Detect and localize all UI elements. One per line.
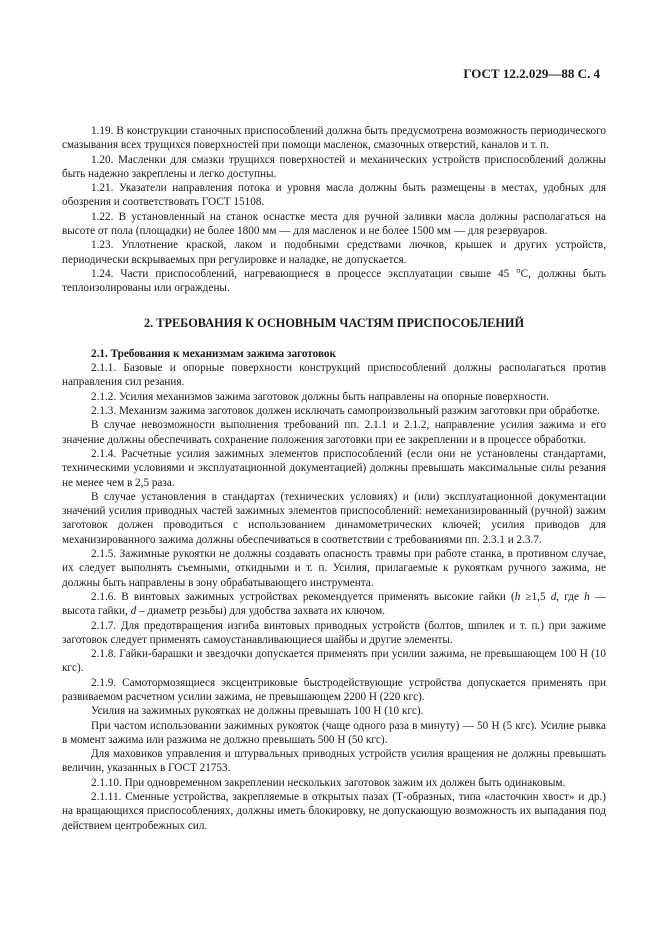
text-fragment: – диаметр резьбы) для удобства захвата их ключом. [136,605,386,618]
paragraph-2-1-11: 2.1.11. Сменные устройства, закрепляемые в открытых пазах (Т-образных, типа «ласточкин хвост» и др.) на вращающихся приспособлениях, должны иметь блокировку, не допускающую возможность их выпадания под действием центробежных сил. [62,791,606,832]
paragraph-1-21: 1.21. Указатели направления потока и уровня масла должны быть размещены в местах, удобных для обозрения и соответствовать ГОСТ 15108. [62,182,606,209]
text-fragment: , где [556,590,585,603]
subsection-title: 2.1. Требования к механизмам зажима заготовок [91,347,336,360]
paragraph-2-1-2: 2.1.2. Усилия механизмов зажима заготовок должны быть направлены на опорные поверхности. [91,390,549,403]
paragraph-2-1-9: 2.1.9. Самотормозящиеся эксцентриковые быстродействующие устройства допускается применять при развиваемом расчетном усилии зажима, не превышающем 2200 Н (220 кгс). [62,676,606,703]
paragraph-1-23: 1.23. Уплотнение краской, лаком и подобными средствами лючков, крышек и других устройств, периодически вскрываемых при регулировке и наладке, не допускается. [62,239,606,266]
paragraph-2-1-10: 2.1.10. При одновременном закреплении нескольких заготовок зажим их должен быть одинаковым. [91,776,566,789]
document-body [62,124,606,833]
symbol-h: h [514,590,521,603]
paragraph-2-1-3: 2.1.3. Механизм зажима заготовок должен исключать самопроизвольный разжим заготовки при обработке. [91,405,600,418]
paragraph-2-1-4: 2.1.4. Расчетные усилия зажимных элементов приспособлений (если они не установлены стандартами, техническими условиями и эксплуатационной документацией) должны превышать максимальные силы резания не менее чем в 2,5 раза. [62,447,606,489]
symbol-d: d [130,605,137,618]
paragraph-2-1-9-note-3: Для маховиков управления и штурвальных приводных устройств усилия вращения не должны превышать величин, указанных в ГОСТ 21753. [62,748,606,775]
paragraph-2-1-3-note: В случае невозможности выполнения требований пп. 2.1.1 и 2.1.2, направление усилия зажима и его значение должны обеспечивать сохранение положения заготовки при ее закреплении и в процессе обработки. [62,419,606,446]
paragraph-1-19: 1.19. В конструкции станочных приспособлений должна быть предусмотрена возможность периодического смазывания всех трущихся поверхностей при помощи масленок, смазочных отверстий, каналов и т. п. [62,125,606,152]
paragraph-2-1-5: 2.1.5. Зажимные рукоятки не должны создавать опасность травмы при работе станка, в противном случае, их следует выполнять съемными, откидными и т. п. Усилия, прилагаемые к рукояткам ручного зажима, не должны быть направлены в зону обрабатывающего инструмента. [62,548,606,589]
paragraph-2-1-8: 2.1.8. Гайки-барашки и звездочки допускается применять при усилии зажима, не превышающем 100 Н (10 кгс). [62,648,606,675]
page-header: ГОСТ 12.2.029—88 С. 4 [463,66,600,81]
paragraph-2-1-9-note-2: При частом использовании зажимных рукояток (чаще одного раза в минуту) — 50 Н (5 кгс). Усилие рывка в момент зажима или разжима не должно превышать 500 Н (50 кгс). [62,719,606,746]
paragraph-1-24: 1.24. Части приспособлений, нагревающиеся в процессе эксплуатации свыше 45 °С, должны быть теплоизолированы или ограждены. [62,267,606,295]
paragraph-2-1-1: 2.1.1. Базовые и опорные поверхности конструкций приспособлений должны располагаться против направления сил резания. [62,362,606,389]
paragraph-2-1-6 [62,590,606,619]
symbol-d: d [550,590,557,603]
paragraph-2-1-4-note: В случае установления в стандартах (технических условиях) и (или) эксплуатационной документации значений усилия приводных частей зажимных элементов приспособлений: немеханизированный (ручной) зажим заготовок должен проводиться с использованием динамометрических ключей; усилия приводов для механизированного зажима должны обеспечиваться в соответствии с требованиями пп. 2.3.1 и 2.3.7. [62,490,606,546]
symbol-h: h [584,590,590,603]
section-title: 2. ТРЕБОВАНИЯ К ОСНОВНЫМ ЧАСТЯМ ПРИСПОСОБЛЕНИЙ [143,315,525,330]
paragraph-2-1-7: 2.1.7. Для предотвращения изгиба винтовых приводных устройств (болтов, шпилек и т. п.) при зажиме заготовок следует применять самоустанавливающиеся шайбы и другие элементы. [62,619,606,646]
paragraph-2-1-9-note-1: Усилия на зажимных рукоятках не должны превышать 100 Н (10 кгс). [91,705,424,718]
text-fragment: 2.1.6. В винтовых зажимных устройствах рекомендуется применять высокие гайки ( [91,590,515,603]
text-fragment: ≥1,5 [520,590,551,603]
text-fragment: — высота гайки, [62,590,606,618]
paragraph-1-20: 1.20. Масленки для смазки трущихся поверхностей и механических устройств приспособлений должны быть надежно закреплены и легко доступны. [62,153,606,180]
paragraph-1-22: 1.22. В установленный на станок оснастке места для ручной заливки масла должны располагаться на высоте от пола (площадки) не более 1800 мм — для масленок и не более 1500 мм — для резервуаров. [62,210,606,238]
